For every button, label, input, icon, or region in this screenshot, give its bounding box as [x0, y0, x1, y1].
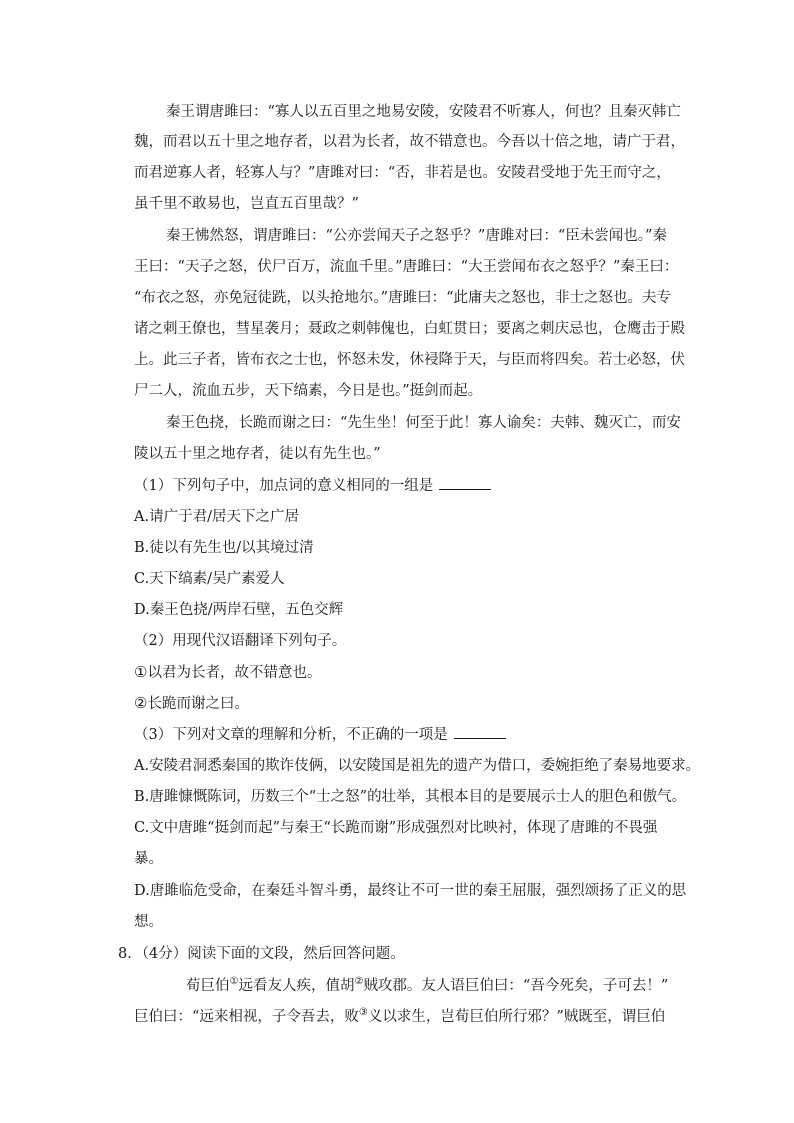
- answer-blank[interactable]: [439, 475, 491, 490]
- question-3-option: D.唐雎临危受命，在秦廷斗智斗勇，最终让不可一世的秦王屈服，强烈颂扬了正义的思: [134, 883, 687, 899]
- passage-line: 王曰：“天子之怒，伏尸百万，流血千里。”唐雎曰：“大王尝闻布衣之怒乎？”秦王曰：: [134, 259, 679, 275]
- question-2-item: [134, 661, 321, 684]
- passage-text: 贼攻郡。友人语巨伯曰：“吾今死矣，子可去！”: [363, 978, 669, 994]
- footnote-marker: ①: [229, 976, 239, 988]
- circled-number: ②: [134, 694, 148, 712]
- passage-line: 诸之刺王僚也，彗星袭月；聂政之刺韩傀也，白虹贯日；要离之刺庆忌也，仓鹰击于殿: [134, 321, 685, 337]
- passage-line: 秦王谓唐雎曰：“寡人以五百里之地易安陵，安陵君不听寡人，何也？且秦灭韩亡: [166, 104, 681, 120]
- question-3-stem: [134, 724, 506, 746]
- question-1-text: （1）下列句子中，加点词的意义相同的一组是: [134, 478, 434, 494]
- question-2-item: [134, 692, 249, 715]
- question-8-text: （4分）阅读下面的文段，然后回答问题。: [141, 946, 405, 962]
- question-1-stem: [134, 475, 491, 497]
- question-3-option: A.安陵君洞悉秦国的欺诈伎俩，以安陵国是祖先的遗产为借口，委婉拒绝了秦易地要求。: [134, 758, 701, 774]
- question-3-option: B.唐雎慷慨陈词，历数三个“士之怒”的壮举，其根本目的是要展示士人的胆色和傲气。: [134, 789, 687, 805]
- passage-line: 陵以五十里之地存者，徒以有先生也。”: [134, 446, 381, 462]
- passage-line: [134, 1006, 665, 1028]
- passage-line: 而君逆寡人者，轻寡人与？”唐雎对曰：“否，非若是也。安陵君受地于先王而守之，: [134, 165, 671, 181]
- passage-text: 荀巨伯: [186, 978, 230, 994]
- question-1-option: D.秦王色挠/两岸石壁，五色交辉: [134, 602, 344, 618]
- answer-blank[interactable]: [454, 724, 506, 739]
- question-2-item-text: 长跪而谢之曰。: [147, 696, 249, 712]
- passage-line: 上。此三子者，皆布衣之士也，怀怒未发，休祲降于天，与臣而将四矣。若士必怒，伏: [134, 352, 685, 368]
- question-8-header: [118, 943, 405, 965]
- question-1-option: C.天下缟素/吴广素爱人: [134, 571, 285, 587]
- passage-text: 义以求生，岂荀巨伯所行邪？”贼既至，谓巨伯: [367, 1009, 666, 1025]
- passage-line: 秦王色挠，长跪而谢之曰：“先生坐！何至于此！寡人谕矣：夫韩、魏灭亡，而安: [166, 415, 681, 431]
- passage-line: 虽千里不敢易也，岂直五百里哉？”: [134, 196, 359, 212]
- question-1-option: B.徒以有先生也/以其境过清: [134, 540, 314, 556]
- passage-line: 魏，而君以五十里之地存者，以君为长者，故不错意也。今吾以十倍之地，请广于君，: [134, 134, 685, 150]
- question-2-stem: （2）用现代汉语翻译下列句子。: [134, 633, 347, 649]
- passage-line: “布衣之怒，亦免冠徒跣，以头抢地尔。”唐雎曰：“此庸夫之怒也，非士之怒也。夫专: [134, 290, 671, 306]
- question-3-text: （3）下列对文章的理解和分析，不正确的一项是: [134, 727, 448, 743]
- passage-text: 远看友人疾，值胡: [238, 978, 355, 994]
- passage-line: 秦王怫然怒，谓唐雎曰：“公亦尝闻天子之怒乎？”唐雎对曰：“臣未尝闻也。”秦: [166, 228, 667, 244]
- footnote-marker: ③: [358, 1007, 368, 1019]
- question-number: 8．: [118, 946, 142, 962]
- question-2-item-text: 以君为长者，故不错意也。: [147, 665, 322, 681]
- passage-line: [186, 975, 668, 997]
- question-3-option: C.文中唐雎“挺剑而起”与秦王“长跪而谢”形成强烈对比映衬，体现了唐雎的不畏强: [134, 820, 658, 836]
- question-1-option: A.请广于君/居天下之广居: [134, 509, 299, 525]
- passage-text: 巨伯曰：“远来相视，子令吾去，败: [134, 1009, 359, 1025]
- footnote-marker: ②: [354, 976, 364, 988]
- circled-number: ①: [134, 663, 148, 681]
- question-3-option-cont: 想。: [134, 914, 163, 930]
- question-3-option-cont: 暴。: [134, 851, 163, 867]
- passage-line: 尸二人，流血五步，天下缟素，今日是也。”挺剑而起。: [134, 383, 483, 399]
